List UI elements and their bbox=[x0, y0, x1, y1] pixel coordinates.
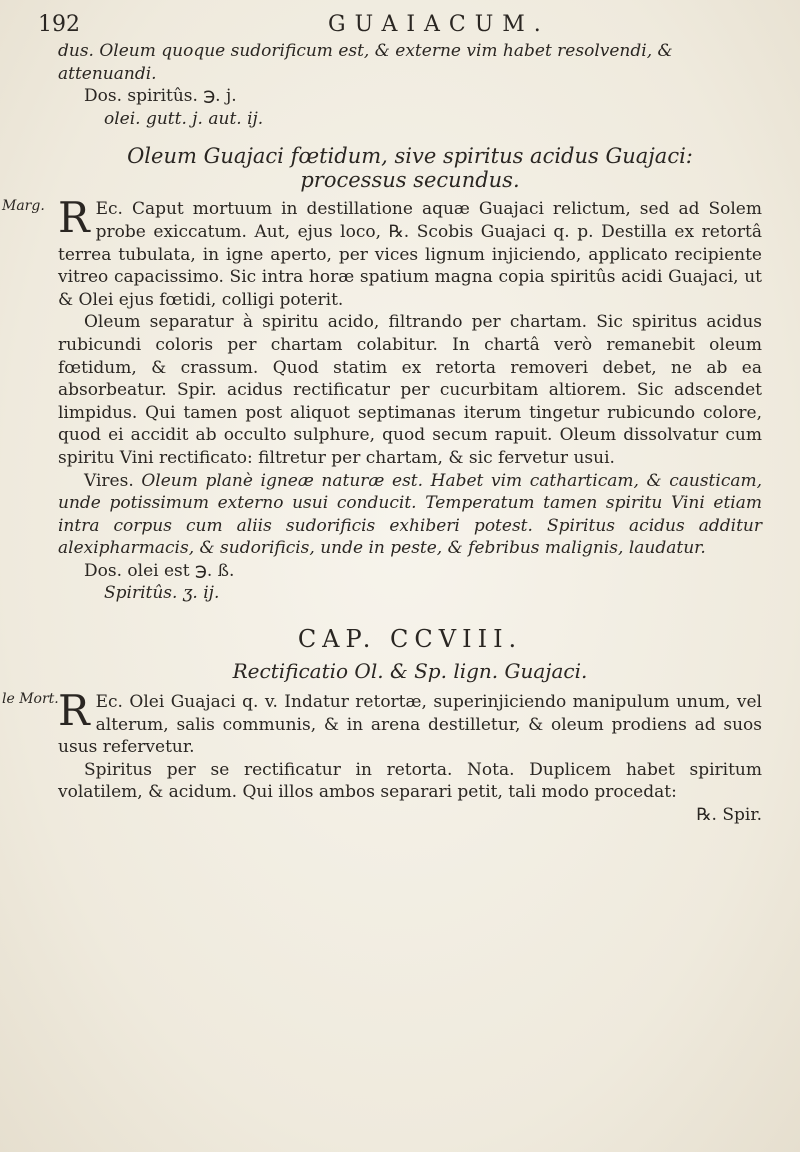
section-heading-line: processus secundus. bbox=[300, 168, 520, 193]
opening-line-2: attenuandi. bbox=[58, 63, 157, 84]
section-body bbox=[2, 193, 762, 605]
vires-text: Oleum planè igneæ naturæ est. Habet vim catharticam, & causticam, unde potissimum externo usui conducit. Temperatum tamen spiritu Vini etiam intra corpus cum aliis sudorificis exhiberi potest. Spiritus acidus additur alexipharmacis, & sudorificis, unde in peste, & febribus malignis, laudatur. bbox=[58, 470, 762, 559]
page-number: 192 bbox=[38, 12, 80, 37]
drop-cap: R bbox=[58, 193, 90, 243]
opening-line: dus. Oleum quoque sudorificum est, & externe vim habet resolvendi, & bbox=[58, 41, 673, 61]
recipe-paragraph bbox=[58, 686, 762, 759]
dose-line: olei. gutt. j. aut. ij. bbox=[104, 108, 264, 129]
vires-paragraph bbox=[58, 470, 762, 560]
vires-label: Vires. bbox=[84, 470, 134, 491]
catchword: ℞. Spir. bbox=[696, 805, 762, 826]
dose-line: Dos. olei est ℈. ß. bbox=[84, 560, 235, 581]
recipe-paragraph: Spiritus per se rectificatur in retorta. Nota. Duplicem habet spiritum volatilem, & acidum. Qui illos ambos separari petit, tali modo procedat: bbox=[58, 759, 762, 803]
margin-note: Marg. bbox=[2, 198, 45, 215]
dose-line: Dos. spiritûs. ℈. j. bbox=[84, 86, 237, 107]
paragraph-text: Ec. Olei Guajaci q. v. Indatur retortæ, superinjiciendo manipulum unum, vel alterum, salis communis, & in arena destilletur, & oleum prodiens ad suos usus refervetur. bbox=[58, 692, 762, 758]
paragraph-text: Ec. Caput mortuum in destillatione aquæ Guajaci relictum, sed ad Solem probe exiccatum. Aut, ejus loco, ℞. Scobis Guajaci q. p. Destilla ex retortâ terrea tubulata, in igne aperto, per vices lignum injiciendo, applicato recipiente vitreo capacissimo. Sic intra horæ spatium magna copia spiritûs acidi Guajaci, ut & Olei ejus fœtidi, colligi poterit. bbox=[58, 199, 762, 310]
chapter-subtitle: Rectificatio Ol. & Sp. lign. Guajaci. bbox=[232, 659, 588, 684]
page-header bbox=[38, 10, 758, 38]
page-body bbox=[2, 40, 762, 827]
section-heading-line: Oleum Guajaci fœtidum, sive spiritus acidus Guajaci: bbox=[127, 144, 693, 169]
dose-line: Spiritûs. ʒ. ij. bbox=[104, 583, 220, 604]
recipe-paragraph bbox=[58, 193, 762, 311]
chapter-body bbox=[2, 686, 762, 827]
running-title: GUAIACUM. bbox=[328, 12, 550, 37]
chapter-title: CAP. CCVIII. bbox=[297, 625, 523, 654]
section-heading bbox=[58, 144, 762, 192]
margin-note: le Mort. bbox=[2, 691, 59, 708]
recipe-paragraph: Oleum separatur à spiritu acido, filtrando per chartam. Sic spiritus acidus rubicundi coloris per chartam colabitur. In chartâ verò remanebit oleum fœtidum, & crassum. Quod statim ex retorta removeri debet, ne ab ea absorbeatur. Spir. acidus rectificatur per cucurbitam altiorem. Sic adscendet limpidus. Qui tamen post aliquot septimanas iterum tingetur rubicundo colore, quod ei accidit ab occulto sulphure, quod secum rapuit. Oleum dissolvatur cum spiritu Vini rectificato: filtretur per chartam, & sic fervetur usui. bbox=[58, 312, 762, 468]
drop-cap: R bbox=[58, 686, 90, 736]
